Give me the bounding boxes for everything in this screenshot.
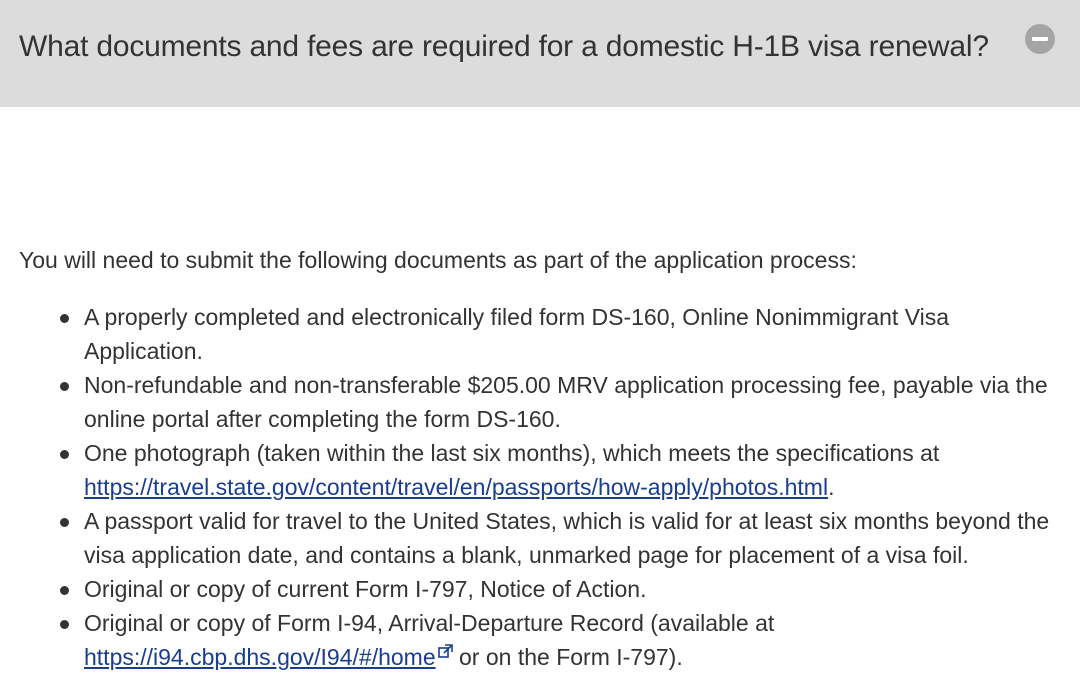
bullet — [60, 450, 69, 459]
accordion-header[interactable] — [0, 0, 1080, 107]
bullet — [60, 314, 69, 323]
list-item — [84, 606, 1064, 674]
list-item — [84, 436, 1064, 504]
faq-intro: You will need to submit the following documents as part of the application process: — [19, 247, 857, 273]
list-item-text: A properly completed and electronically filed form DS-160, Online Nonimmigrant Visa Application. — [84, 304, 950, 364]
list-item — [84, 572, 1064, 606]
photo-specs-link[interactable]: https://travel.state.gov/content/travel/en/passports/how-apply/photos.html — [84, 474, 829, 500]
bullet — [60, 586, 69, 595]
document-list — [84, 300, 1064, 674]
bullet — [60, 620, 69, 629]
list-item-text-end: or on the Form I-797). — [452, 644, 683, 670]
list-item — [84, 504, 1064, 572]
list-item-text: One photograph (taken within the last six months), which meets the specifications at — [84, 440, 940, 466]
list-item-text: Non-refundable and non-transferable $205.00 MRV application processing fee, payable via the online portal after completing the form DS-160. — [84, 372, 1048, 432]
bullet — [60, 382, 69, 391]
list-item — [84, 300, 1064, 368]
list-item — [84, 368, 1064, 436]
list-item-text: Original or copy of current Form I-797, Notice of Action. — [84, 576, 647, 602]
list-item-text: Original or copy of Form I-94, Arrival-Departure Record (available at — [84, 610, 775, 636]
minus-bar — [1032, 37, 1048, 41]
external-link-icon[interactable] — [438, 644, 453, 659]
bullet — [60, 518, 69, 527]
i94-link[interactable]: https://i94.cbp.dhs.gov/I94/#/home — [84, 644, 436, 670]
list-item-text-end: . — [828, 474, 835, 500]
list-item-text: A passport valid for travel to the United States, which is valid for at least six months beyond the visa application date, and contains a blank, unmarked page for placement of a visa foil. — [84, 508, 1050, 568]
minus-circle-icon[interactable] — [1025, 24, 1055, 54]
faq-question[interactable]: What documents and fees are required for a domestic H-1B visa renewal? — [19, 30, 989, 63]
